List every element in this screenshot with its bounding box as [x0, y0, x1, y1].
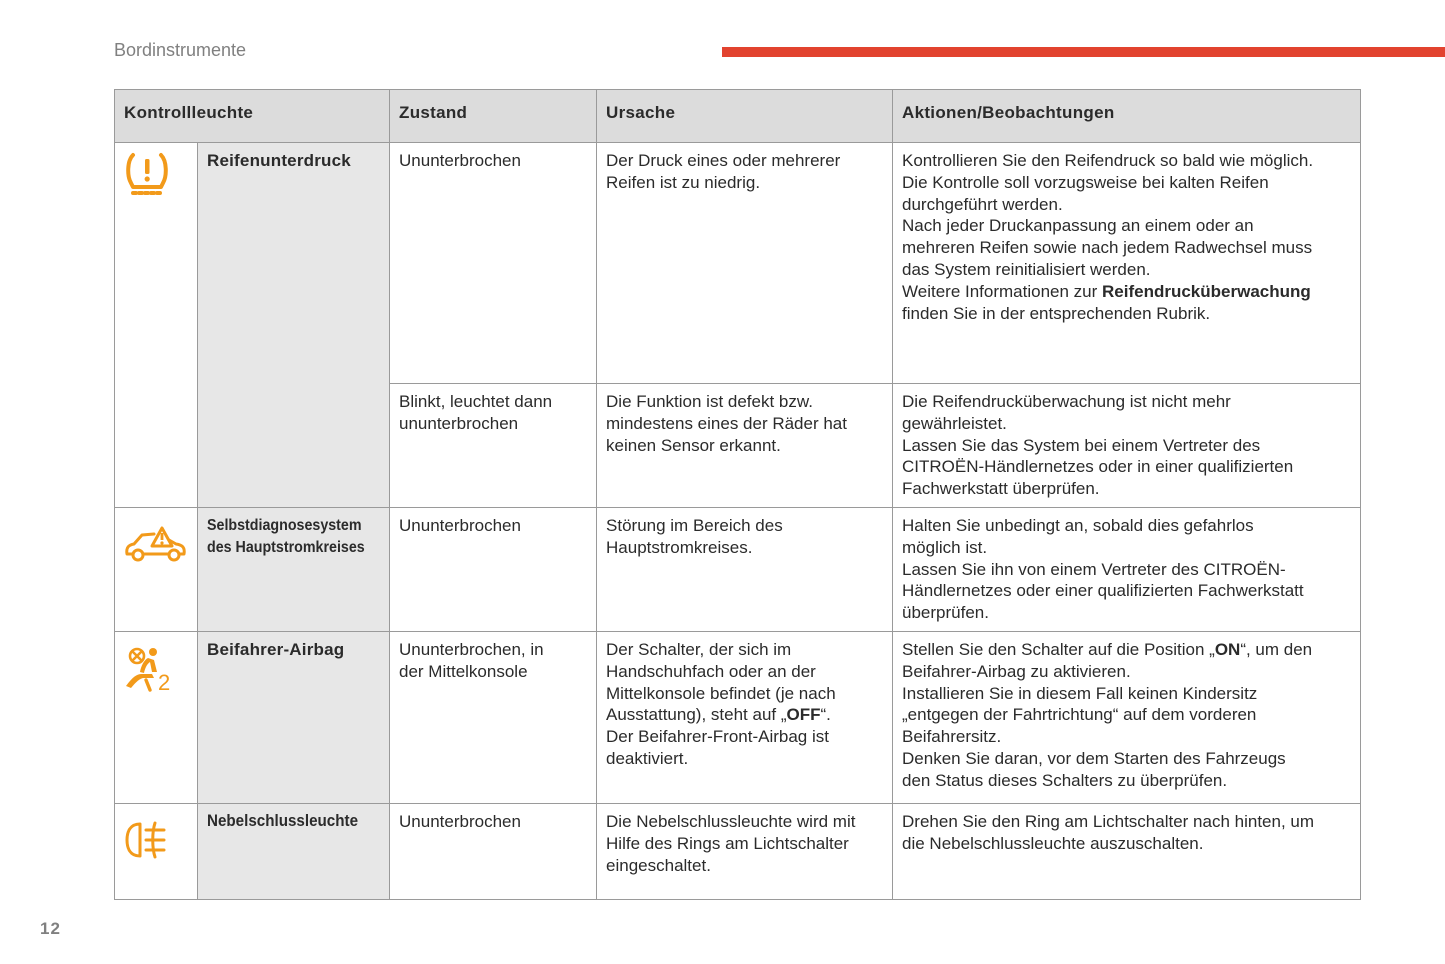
- zustand-text: Ununterbrochen: [399, 812, 521, 831]
- aktionen-text: finden Sie in der entsprechenden Rubrik.: [902, 303, 1211, 323]
- ursache-text: Handschuhfach oder an der: [606, 661, 816, 681]
- ursache-text: Mittelkonsole befindet (je nach: [606, 683, 836, 703]
- zustand-text: Ununterbrochen: [399, 516, 521, 535]
- rear-fog-light-icon: [124, 820, 170, 860]
- ursache-text: Hauptstromkreises.: [606, 537, 753, 557]
- ursache-text: Die Funktion ist defekt bzw.: [606, 392, 813, 411]
- aktionen-text: möglich ist.: [902, 537, 988, 557]
- zustand-text: Blinkt, leuchtet dann: [399, 392, 553, 411]
- zustand-text: ununterbrochen: [399, 413, 519, 433]
- car-fault-warning-icon: [124, 526, 188, 562]
- table-row: [115, 508, 1361, 632]
- table-row: [115, 143, 1361, 384]
- aktionen-text: Fachwerkstatt überprüfen.: [902, 479, 1100, 499]
- aktionen-text: gewährleistet.: [902, 413, 1007, 433]
- ursache-text: Der Beifahrer-Front-Airbag ist: [606, 727, 829, 747]
- ursache-text-bold: OFF: [786, 705, 821, 725]
- light-name: [198, 804, 390, 900]
- light-name: Reifenunterdruck: [198, 143, 390, 508]
- ursache-text: mindestens eines der Räder hat: [606, 413, 847, 433]
- aktionen-text: CITROËN-Händlernetzes oder in einer qualifizierten: [902, 457, 1294, 477]
- ursache-text: deaktiviert.: [606, 748, 689, 768]
- light-name: Beifahrer-Airbag: [198, 632, 390, 804]
- zustand-text: Ununterbrochen: [399, 151, 521, 170]
- aktionen-text: das System reinitialisiert werden.: [902, 259, 1151, 279]
- zustand-cell: [390, 804, 597, 900]
- aktionen-text: Beifahrersitz.: [902, 727, 1002, 747]
- aktionen-cell: [893, 508, 1361, 632]
- light-name-line: Nebelschlussleuchte: [207, 812, 359, 830]
- aktionen-text: die Nebelschlussleuchte auszuschalten.: [902, 833, 1204, 853]
- aktionen-text: Die Reifendrucküberwachung ist nicht mehr: [902, 392, 1231, 411]
- header-aktionen: Aktionen/Beobachtungen: [893, 90, 1361, 143]
- ursache-text-suffix: “.: [820, 705, 831, 725]
- zustand-cell: [390, 143, 597, 384]
- ursache-text: eingeschaltet.: [606, 855, 711, 875]
- airbag-icon-digit: 2: [158, 670, 171, 692]
- tire-pressure-warning-icon: [124, 150, 170, 198]
- passenger-airbag-off-icon: [124, 646, 174, 692]
- aktionen-cell: [893, 632, 1361, 804]
- aktionen-text: Halten Sie unbedingt an, sobald dies gefahrlos: [902, 516, 1254, 535]
- ursache-cell: [597, 143, 893, 384]
- ursache-text: [606, 704, 886, 726]
- icon-cell: [115, 143, 198, 508]
- aktionen-text-prefix: Weitere Informationen zur: [902, 281, 1103, 301]
- header-ursache: Ursache: [597, 90, 893, 143]
- aktionen-text: Händlernetzes oder einer qualifizierten Fachwerkstatt: [902, 581, 1304, 601]
- icon-cell: [115, 632, 198, 804]
- table-row: [115, 632, 1361, 804]
- ursache-text: keinen Sensor erkannt.: [606, 435, 781, 455]
- table-row: [115, 804, 1361, 900]
- page-number: 12: [40, 919, 61, 938]
- ursache-text: Der Druck eines oder mehrerer: [606, 151, 841, 170]
- aktionen-text: Die Kontrolle soll vorzugsweise bei kalten Reifen: [902, 172, 1269, 192]
- zustand-cell: [390, 632, 597, 804]
- zustand-cell: [390, 384, 597, 508]
- aktionen-text: Drehen Sie den Ring am Lichtschalter nach hinten, um: [902, 812, 1315, 831]
- aktionen-text: Kontrollieren Sie den Reifendruck so bald wie möglich.: [902, 151, 1314, 170]
- aktionen-text-suffix: “, um den: [1240, 640, 1313, 659]
- ursache-cell: [597, 632, 893, 804]
- aktionen-text: durchgeführt werden.: [902, 194, 1063, 214]
- aktionen-cell: [893, 804, 1361, 900]
- header-kontrollleuchte: Kontrollleuchte: [115, 90, 390, 143]
- light-name-line: Selbstdiagnosesystem: [207, 517, 362, 534]
- warning-lights-table: [114, 89, 1361, 900]
- ursache-cell: [597, 804, 893, 900]
- icon-cell: [115, 508, 198, 632]
- aktionen-cell: [893, 143, 1361, 384]
- zustand-text: der Mittelkonsole: [399, 661, 528, 681]
- ursache-text: Der Schalter, der sich im: [606, 640, 792, 659]
- header-accent-bar: [722, 47, 1445, 57]
- table-header-row: [115, 90, 1361, 143]
- aktionen-text: Lassen Sie das System bei einem Vertreter des: [902, 435, 1261, 455]
- header-zustand: Zustand: [390, 90, 597, 143]
- aktionen-text: den Status dieses Schalters zu überprüfen.: [902, 770, 1228, 790]
- icon-cell: [115, 804, 198, 900]
- ursache-text-prefix: Ausstattung), steht auf „: [606, 705, 787, 725]
- aktionen-text: [902, 281, 1354, 303]
- ursache-text: Reifen ist zu niedrig.: [606, 172, 761, 192]
- aktionen-text-bold: ON: [1214, 640, 1241, 659]
- aktionen-text: „entgegen der Fahrtrichtung“ auf dem vorderen: [902, 705, 1257, 725]
- aktionen-cell: [893, 384, 1361, 508]
- ursache-cell: [597, 508, 893, 632]
- aktionen-text: Installieren Sie in diesem Fall keinen Kindersitz: [902, 683, 1258, 703]
- aktionen-text: Denken Sie daran, vor dem Starten des Fahrzeugs: [902, 748, 1286, 768]
- aktionen-text: Nach jeder Druckanpassung an einem oder an: [902, 216, 1254, 236]
- aktionen-text: überprüfen.: [902, 603, 989, 623]
- aktionen-text: Lassen Sie ihn von einem Vertreter des CITROËN-: [902, 559, 1286, 579]
- aktionen-text: mehreren Reifen sowie nach jedem Radwechsel muss: [902, 238, 1313, 258]
- ursache-text: Hilfe des Rings am Lichtschalter: [606, 833, 849, 853]
- ursache-text: Störung im Bereich des: [606, 516, 783, 535]
- aktionen-text-prefix: Stellen Sie den Schalter auf die Position „: [902, 640, 1215, 659]
- light-name: [198, 508, 390, 632]
- aktionen-text: Beifahrer-Airbag zu aktivieren.: [902, 661, 1131, 681]
- zustand-text: Ununterbrochen, in: [399, 640, 544, 659]
- aktionen-text-bold: Reifendrucküberwachung: [1102, 281, 1311, 301]
- light-name-line: des Hauptstromkreises: [207, 538, 365, 556]
- ursache-cell: [597, 384, 893, 508]
- zustand-cell: [390, 508, 597, 632]
- ursache-text: Die Nebelschlussleuchte wird mit: [606, 812, 856, 831]
- aktionen-text: [902, 639, 1354, 661]
- section-title: Bordinstrumente: [114, 40, 247, 60]
